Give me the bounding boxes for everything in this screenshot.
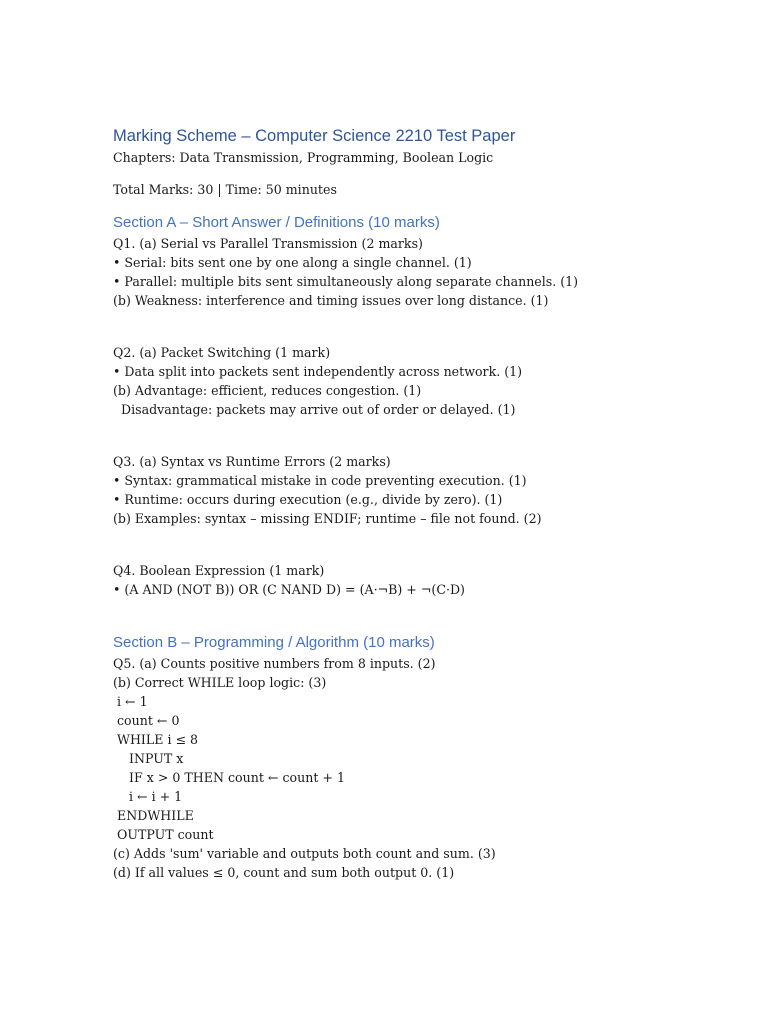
q5-line: Q5. (a) Counts positive numbers from 8 inputs. (2) bbox=[113, 656, 436, 671]
question-q4 bbox=[113, 561, 733, 599]
q3-line: • Runtime: occurs during execution (e.g., divide by zero). (1) bbox=[113, 492, 503, 507]
section-b-heading: Section B – Programming / Algorithm (10 marks) bbox=[113, 634, 435, 651]
question-q5 bbox=[113, 654, 733, 882]
q4-line: • (A AND (NOT B)) OR (C NAND D) = (A·¬B) + ¬(C·D) bbox=[113, 582, 465, 597]
pseudocode-line: WHILE i ≤ 8 bbox=[113, 732, 199, 747]
total-marks-line: Total Marks: 30 | Time: 50 minutes bbox=[113, 182, 337, 197]
pseudocode-line: OUTPUT count bbox=[113, 827, 214, 842]
q1-line: • Parallel: multiple bits sent simultaneously along separate channels. (1) bbox=[113, 274, 579, 289]
chapters-line: Chapters: Data Transmission, Programming, Boolean Logic bbox=[113, 150, 494, 165]
pseudocode-line: IF x > 0 THEN count ← count + 1 bbox=[113, 770, 345, 785]
q3-line: • Syntax: grammatical mistake in code preventing execution. (1) bbox=[113, 473, 527, 488]
q1-line: • Serial: bits sent one by one along a single channel. (1) bbox=[113, 255, 472, 270]
question-q2 bbox=[113, 343, 733, 419]
pseudocode-line: count ← 0 bbox=[113, 713, 180, 728]
question-q1 bbox=[113, 234, 733, 310]
document-page bbox=[113, 124, 733, 882]
q1-line: (b) Weakness: interference and timing issues over long distance. (1) bbox=[113, 293, 549, 308]
section-a-heading: Section A – Short Answer / Definitions (10 marks) bbox=[113, 214, 440, 231]
q1-line: Q1. (a) Serial vs Parallel Transmission (2 marks) bbox=[113, 236, 423, 251]
q3-line: Q3. (a) Syntax vs Runtime Errors (2 marks) bbox=[113, 454, 391, 469]
q3-line: (b) Examples: syntax – missing ENDIF; runtime – file not found. (2) bbox=[113, 511, 542, 526]
q5-line: (b) Correct WHILE loop logic: (3) bbox=[113, 675, 327, 690]
q5-line: (c) Adds 'sum' variable and outputs both count and sum. (3) bbox=[113, 846, 496, 861]
q2-line: • Data split into packets sent independently across network. (1) bbox=[113, 364, 523, 379]
q5-line: (d) If all values ≤ 0, count and sum both output 0. (1) bbox=[113, 865, 455, 880]
q2-line: Q2. (a) Packet Switching (1 mark) bbox=[113, 345, 331, 360]
pseudocode-line: ENDWHILE bbox=[113, 808, 194, 823]
document-title: Marking Scheme – Computer Science 2210 Test Paper bbox=[113, 127, 516, 145]
pseudocode-line: INPUT x bbox=[113, 751, 184, 766]
pseudocode-line: i ← i + 1 bbox=[113, 789, 183, 804]
q4-line: Q4. Boolean Expression (1 mark) bbox=[113, 563, 325, 578]
question-q3 bbox=[113, 452, 733, 528]
q2-line: (b) Advantage: efficient, reduces congestion. (1) bbox=[113, 383, 422, 398]
pseudocode-line: i ← 1 bbox=[113, 694, 148, 709]
q2-line: Disadvantage: packets may arrive out of order or delayed. (1) bbox=[113, 402, 516, 417]
